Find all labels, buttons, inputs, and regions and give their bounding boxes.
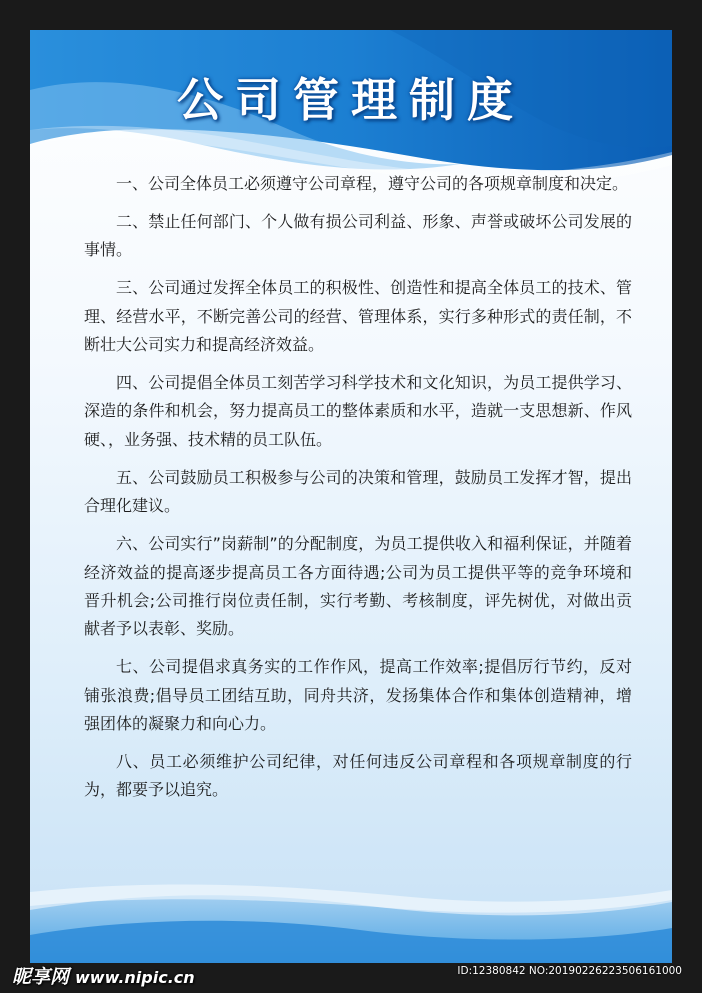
poster (30, 30, 672, 963)
regulation-item-3: 三、公司通过发挥全体员工的积极性、创造性和提高全体员工的技术、管理、经营水平，不断完善公司的经营、管理体系，实行多种形式的责任制，不断壮大公司实力和提高经济效益。 (84, 278, 632, 355)
watermark-id: ID:12380842 NO:20190226223506161000 (457, 965, 682, 977)
regulation-item-6: 六、公司实行”岗薪制”的分配制度，为员工提供收入和福利保证，并随着经济效益的提高逐步提高员工各方面待遇;公司为员工提供平等的竞争环境和晋升机会;公司推行岗位责任制，实行考勤、考核制度，评先树优，对做出贡献者予以表彰、奖励。 (84, 534, 632, 639)
regulation-item-7: 七、公司提倡求真务实的工作作风，提高工作效率;提倡厉行节约，反对铺张浪费;倡导员工团结互助，同舟共济，发扬集体合作和集体创造精神，增强团体的凝聚力和向心力。 (84, 657, 632, 733)
watermark-brand: 昵享网 (12, 966, 70, 988)
regulation-item-2: 二、禁止任何部门、个人做有损公司利益、形象、声誉或破坏公司发展的事情。 (84, 212, 632, 260)
watermark-url: www.nipic.cn (75, 968, 195, 987)
watermark-logo (12, 962, 195, 989)
regulations-body (84, 170, 632, 814)
regulation-item-5: 五、公司鼓励员工积极参与公司的决策和管理，鼓励员工发挥才智，提出合理化建议。 (84, 467, 632, 516)
page-title: 公司管理制度 (177, 73, 525, 127)
regulation-item-8: 八、员工必须维护公司纪律，对任何违反公司章程和各项规章制度的行为，都要予以追究。 (84, 751, 632, 800)
regulation-item-4: 四、公司提倡全体员工刻苦学习科学技术和文化知识，为员工提供学习、深造的条件和机会，努力提高员工的整体素质和水平，造就一支思想新、作风硬、，业务强、技术精的员工队伍。 (84, 373, 632, 449)
regulation-item-1: 一、公司全体员工必须遵守公司章程，遵守公司的各项规章制度和决定。 (116, 174, 629, 193)
